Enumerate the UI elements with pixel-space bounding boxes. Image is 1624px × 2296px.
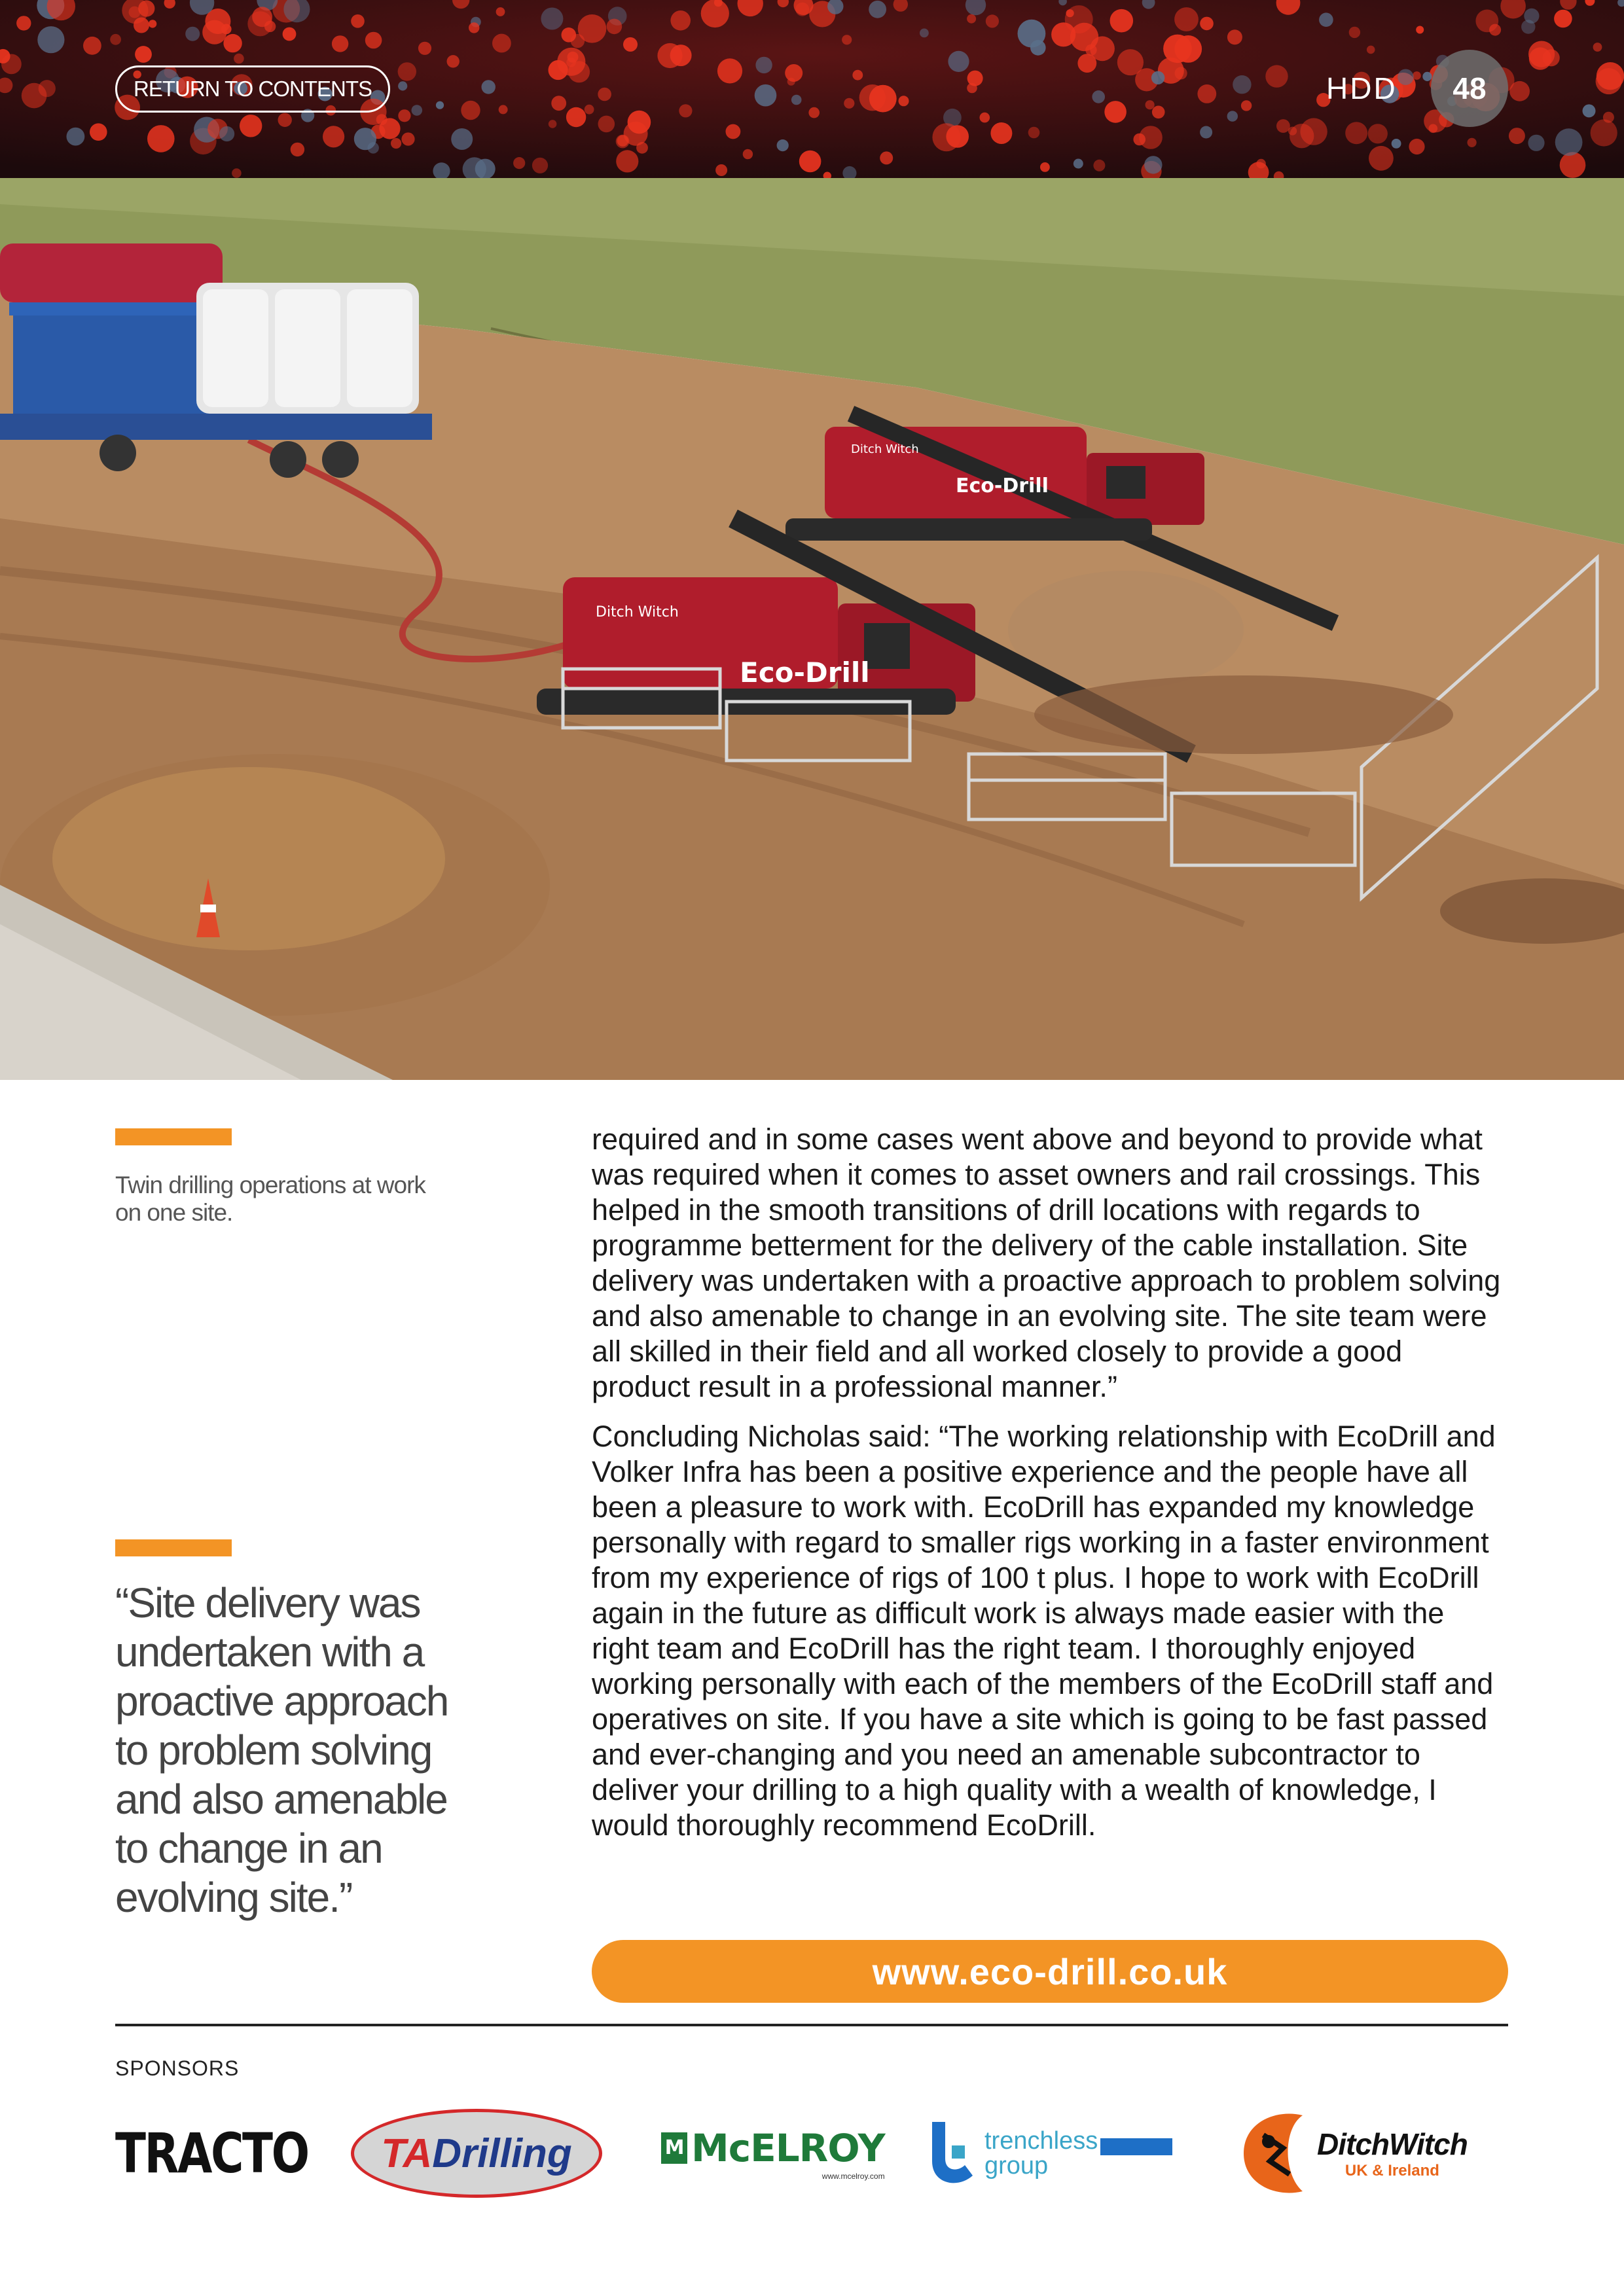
bokeh-dot <box>842 35 852 45</box>
header-banner <box>0 0 1624 178</box>
bokeh-dot <box>110 34 121 45</box>
bokeh-dot <box>946 125 969 148</box>
bokeh-dot <box>1349 27 1360 38</box>
bokeh-dot <box>967 83 977 94</box>
bokeh-dot <box>566 107 586 127</box>
bokeh-dot <box>551 96 566 111</box>
bokeh-dot <box>83 37 101 55</box>
bokeh-dot <box>1416 26 1424 34</box>
website-link[interactable]: www.eco-drill.co.uk <box>592 1940 1508 2003</box>
bokeh-dot <box>513 157 525 169</box>
bokeh-dot <box>436 101 444 109</box>
bokeh-dot <box>37 26 64 53</box>
bokeh-dot <box>1163 35 1192 63</box>
bokeh-dot <box>1151 71 1164 84</box>
bokeh-dot <box>398 62 416 81</box>
bokeh-dot <box>844 98 854 109</box>
bokeh-dot <box>1413 71 1421 80</box>
article-body <box>592 1122 1508 1857</box>
body-paragraph: Concluding Nicholas said: “The working relationship with EcoDrill and Volker Infra has been a positive experience and the people have all been a pleasure to work with. EcoDrill has expanded my knowledge personally with regard to smaller rigs working in a faster environment from my experience of rigs of 100 t plus. I hope to work with EcoDrill again in the future as difficult work is always made easier with the right team and EcoDrill has the right team. I thoroughly enjoyed working personally with each of the members of the EcoDrill staff and operatives on site. If you have a site which is going to be fast passed and ever-changing and you need an amenable subcontractor to deliver your drilling to a high quality with a wealth of knowledge, I would thoroughly recommend EcoDrill. <box>592 1420 1496 1842</box>
bokeh-dot <box>990 122 1012 144</box>
ta-drilling-logo[interactable] <box>351 2108 606 2199</box>
bokeh-dot <box>1529 47 1551 69</box>
bokeh-dot <box>278 113 292 127</box>
ditch-witch-region: UK & Ireland <box>1344 2162 1439 2179</box>
bokeh-dot <box>1133 134 1146 146</box>
bokeh-dot <box>398 109 410 122</box>
bokeh-dot <box>1509 81 1530 101</box>
drilling-site-illustration <box>0 178 1624 1080</box>
mcelroy-url: www.mcelroy.com <box>821 2172 885 2181</box>
bokeh-dot <box>412 105 423 116</box>
bokeh-dot <box>1475 10 1498 33</box>
bokeh-dot <box>852 70 863 81</box>
bokeh-dot <box>447 55 460 67</box>
bokeh-dot <box>1398 69 1413 85</box>
page-number-badge: 48 <box>1431 50 1508 127</box>
bokeh-dot <box>351 14 365 28</box>
bokeh-dot <box>461 101 480 120</box>
bokeh-dot <box>240 115 262 137</box>
bokeh-dot <box>16 16 31 30</box>
bokeh-dot <box>717 58 742 83</box>
bokeh-dot <box>379 118 400 139</box>
bokeh-dot <box>791 95 802 105</box>
bokeh-dot <box>636 142 648 154</box>
bokeh-dot <box>549 60 568 80</box>
tracto-logo-text: TRACTO <box>115 2121 308 2185</box>
svg-text:Ditch Witch: Ditch Witch <box>851 442 919 456</box>
bokeh-dot <box>492 34 511 53</box>
bokeh-dot <box>1227 111 1238 121</box>
ditch-witch-text: DitchWitch <box>1317 2127 1468 2161</box>
bokeh-dot <box>1368 124 1388 143</box>
bokeh-dot <box>808 107 820 118</box>
bokeh-dot <box>1197 84 1216 103</box>
bokeh-dot <box>365 32 382 49</box>
bokeh-dot <box>1367 46 1375 54</box>
bokeh-dot <box>616 135 630 149</box>
ta-drilling-oval <box>351 2109 602 2198</box>
bokeh-dot <box>1555 128 1583 156</box>
bokeh-dot <box>1065 5 1093 33</box>
bokeh-dot <box>401 132 414 145</box>
bokeh-dot <box>1300 118 1327 145</box>
bokeh-dot <box>1146 100 1155 109</box>
bokeh-dot <box>679 104 692 117</box>
sponsors-divider <box>115 2024 1508 2026</box>
bokeh-dot <box>1093 160 1105 171</box>
bokeh-dot <box>1110 9 1134 33</box>
ditch-witch-emblem-icon <box>1237 2109 1309 2198</box>
bokeh-dot <box>1422 72 1432 81</box>
bokeh-dot <box>1074 159 1083 169</box>
bokeh-dot <box>1040 162 1050 172</box>
bokeh-dot <box>1028 127 1040 139</box>
bokeh-dot <box>562 27 577 43</box>
bokeh-dot <box>967 14 976 24</box>
bokeh-dot <box>920 29 929 38</box>
quote-accent-bar <box>115 1539 232 1556</box>
bokeh-dot <box>1152 106 1165 119</box>
bokeh-dot <box>1241 100 1252 111</box>
bokeh-dot <box>1583 104 1596 117</box>
bokeh-dot <box>418 42 431 55</box>
bokeh-dot <box>469 22 479 33</box>
bokeh-dot <box>1597 62 1624 90</box>
bokeh-dot <box>1276 119 1290 133</box>
mcelroy-logo-text: McELROY <box>691 2126 885 2170</box>
bokeh-dot <box>451 128 473 150</box>
bokeh-dot <box>715 164 727 176</box>
bokeh-dot <box>1509 128 1525 144</box>
bokeh-dot <box>785 64 803 82</box>
bokeh-dot <box>90 123 107 141</box>
tracto-logo[interactable] <box>115 2108 308 2199</box>
bokeh-dot <box>496 7 505 16</box>
bokeh-dot <box>899 96 909 106</box>
bokeh-dot <box>1018 20 1046 48</box>
bokeh-dot <box>869 85 897 113</box>
bokeh-dot <box>1554 10 1572 28</box>
bokeh-dot <box>598 88 611 101</box>
photo-caption: Twin drilling operations at work on one site. <box>115 1172 425 1226</box>
bokeh-dot <box>391 138 401 149</box>
bokeh-dot <box>568 61 590 82</box>
bokeh-dot <box>39 80 56 97</box>
bokeh-dot <box>323 126 344 147</box>
bokeh-dot <box>499 105 508 114</box>
bokeh-dot <box>135 46 152 63</box>
svg-text:Ditch Witch: Ditch Witch <box>596 604 679 620</box>
bokeh-dot <box>1593 43 1602 52</box>
bokeh-dot <box>1528 135 1544 151</box>
bokeh-dot <box>1200 17 1214 31</box>
bokeh-dot <box>1265 65 1288 87</box>
sponsors-label: SPONSORS <box>115 2056 240 2080</box>
bokeh-dot <box>221 24 232 35</box>
bokeh-dot <box>1233 75 1251 94</box>
bokeh-dot <box>283 27 297 41</box>
bokeh-dot <box>1468 138 1477 147</box>
bokeh-dot <box>1521 20 1535 33</box>
pull-quote: “Site delivery was undertaken with a proactive approach to problem solving and also amenable to change in an evolving site.” <box>115 1579 448 1921</box>
bokeh-dot <box>482 80 496 94</box>
bokeh-dot <box>1174 7 1199 31</box>
bokeh-dot <box>1319 12 1333 27</box>
body-paragraph: required and in some cases went above and beyond to provide what was required when it comes to asset owners and rail crossings. This helped in the smooth transitions of drill locations with regards to programme betterment for the delivery of the cable installation. Site delivery was undertaken with a proactive approach to problem solving and also amenable to change in an evolving site. The site team were all skilled in their field and all worked closely to provide a good product result in a professional manner.” <box>592 1122 1501 1403</box>
bokeh-dot <box>1144 156 1162 173</box>
bokeh-dot <box>1077 54 1096 73</box>
trenchless-bar <box>1100 2138 1172 2155</box>
svg-text:Eco-Drill: Eco-Drill <box>956 475 1049 497</box>
bokeh-dot <box>670 10 691 31</box>
bokeh-dot <box>185 27 200 41</box>
bokeh-dot <box>67 128 85 146</box>
bokeh-dot <box>332 35 348 52</box>
bokeh-dot <box>743 149 753 159</box>
bokeh-dot <box>869 1 886 18</box>
bokeh-dot <box>541 8 563 30</box>
bokeh-dot <box>726 124 741 139</box>
bokeh-dot <box>1092 90 1105 103</box>
trenchless-mark-icon <box>926 2119 978 2187</box>
bokeh-dot <box>234 54 244 64</box>
bokeh-dot <box>219 126 234 141</box>
bokeh-dot <box>616 150 638 172</box>
bokeh-dot <box>980 113 990 123</box>
bokeh-dot <box>880 151 893 164</box>
bokeh-dot <box>1256 159 1266 169</box>
mcelroy-logo[interactable] <box>661 2108 885 2199</box>
ditch-witch-logo[interactable] <box>1237 2108 1468 2199</box>
bokeh-dot <box>578 14 607 43</box>
bokeh-dot <box>549 120 557 128</box>
bokeh-dot <box>1104 101 1127 123</box>
return-to-contents-button[interactable]: RETURN TO CONTENTS <box>115 65 390 113</box>
bokeh-dot <box>1591 119 1617 146</box>
bokeh-dot <box>623 37 638 52</box>
bokeh-dot <box>247 11 272 36</box>
bokeh-dot <box>607 19 623 35</box>
group-text: group <box>984 2152 1049 2179</box>
site-photo <box>0 178 1624 1080</box>
bokeh-dot <box>1409 139 1424 154</box>
bokeh-dot <box>585 105 594 115</box>
bokeh-dot <box>755 57 772 73</box>
bokeh-dot <box>532 158 548 173</box>
bokeh-dot <box>147 125 175 152</box>
bokeh-dot <box>398 81 407 90</box>
caption-accent-bar <box>115 1128 232 1145</box>
bokeh-dot <box>291 143 304 156</box>
bokeh-dot <box>670 45 692 66</box>
svg-text:Eco-Drill: Eco-Drill <box>740 656 870 689</box>
ta-prefix: TA <box>381 2130 433 2176</box>
trenchless-text: trenchless <box>984 2127 1098 2155</box>
ta-suffix: Drilling <box>432 2130 572 2176</box>
trenchless-group-logo[interactable] <box>926 2108 1172 2199</box>
mcelroy-mark-icon: M <box>661 2132 687 2164</box>
bokeh-dot <box>1288 127 1297 135</box>
bokeh-dot <box>1175 67 1187 79</box>
bokeh-dot <box>1345 122 1367 144</box>
bokeh-dot <box>1392 139 1401 149</box>
bokeh-dot <box>799 151 821 173</box>
bokeh-dot <box>354 128 376 150</box>
section-label: HDD <box>1326 71 1398 105</box>
bokeh-dot <box>755 84 777 107</box>
bokeh-dot <box>986 14 999 27</box>
bokeh-dot <box>1369 146 1394 171</box>
bokeh-dot <box>777 139 789 151</box>
bokeh-dot <box>1560 152 1586 178</box>
bokeh-dot <box>948 51 969 72</box>
bokeh-dot <box>232 168 242 178</box>
bokeh-dot <box>1227 29 1242 45</box>
bokeh-dot <box>149 20 156 27</box>
bokeh-dot <box>1200 126 1212 139</box>
bokeh-dot <box>598 116 615 133</box>
bokeh-dot <box>223 34 242 52</box>
